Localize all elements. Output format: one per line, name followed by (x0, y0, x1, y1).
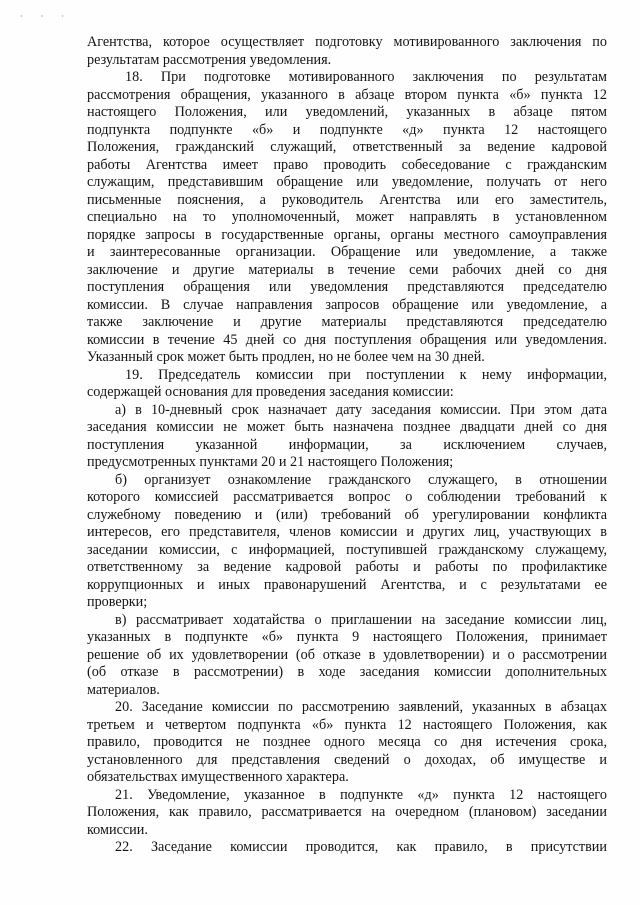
text-line: настоящего Положения, или уведомлений, указанных в абзаце пятом (87, 104, 607, 120)
text-line: содержащей основания для проведения заседания комиссии: (87, 384, 454, 400)
text-line: ответственному за ведение кадровой работы и работы по профилактике (87, 559, 607, 575)
paragraph-19-start: 19. Председатель комиссии при поступлении к нему информации, (125, 366, 607, 383)
scan-specks: · · · (20, 12, 72, 21)
text-line: также заключение и другие материалы представляются председателю (87, 314, 607, 330)
text-line: предусмотренных пунктами 20 и 21 настоящего Положения; (87, 454, 454, 470)
text-line: служащим, представившим обращение или уведомление, получать от него (87, 174, 607, 190)
subitem-a-start: а) в 10-дневный срок назначает дату заседания комиссии. При этом дата (115, 401, 607, 418)
text-line: работы Агентства имеет право проводить собеседование с гражданским (87, 156, 607, 173)
paragraph-22-start: 22. Заседание комиссии проводится, как правило, в присутствии (115, 839, 607, 855)
paragraph-20-start: 20. Заседание комиссии по рассмотрению заявлений, указанных в абзацах (115, 699, 607, 715)
text-line: подпункта подпункте «б» и подпункте «д» пункта 12 настоящего (87, 121, 607, 138)
text-line: которого комиссией рассматривается вопрос о соблюдении требований к (87, 489, 607, 505)
text-line: материалов. (87, 681, 160, 698)
text-line: установленного для представления сведений о доходах, об имуществе и (87, 751, 607, 768)
text-line: письменные пояснения, а руководитель Агентства или его заместитель, (87, 191, 607, 208)
text-line: комиссии. В случае направления запросов обращение или уведомление, а (87, 296, 607, 313)
text-line: проверки; (87, 594, 148, 610)
text-line: обязательствах имущественного характера. (87, 769, 349, 785)
document-body (87, 34, 607, 857)
text-line: указанных в подпункте «б» пункта 9 настоящего Положения, принимает (87, 629, 607, 645)
text-line: Указанный срок может быть продлен, но не более чем на 30 дней. (87, 349, 485, 365)
text-line: (об отказе в рассмотрении) в ходе заседания комиссии дополнительных (87, 664, 607, 680)
text-line: заседании комиссии, с информацией, поступившей гражданскому служащему, (87, 541, 607, 558)
text-line: служебному поведению и (или) требований об урегулировании конфликта (87, 506, 607, 523)
text-line: Положения, гражданский служащий, ответственный за ведение кадровой (87, 139, 607, 155)
subitem-c-start: в) рассматривает ходатайства о приглашении на заседание комиссии лиц, (115, 611, 607, 628)
paragraph-18-start: 18. При подготовке мотивированного заключения по результатам (125, 69, 607, 85)
text-line: поступления обращения или уведомления представляются председателю (87, 279, 607, 295)
text-line: поступления указанной информации, за исключением случаев, (87, 436, 607, 453)
text-line: Агентства, которое осуществляет подготовку мотивированного заключения по (87, 34, 607, 50)
text-line: результатам рассмотрения уведомления. (87, 51, 332, 68)
text-line: порядке запросы в государственные органы, органы местного самоуправления (87, 226, 607, 243)
paragraph-21-start: 21. Уведомление, указанное в подпункте «д» пункта 12 настоящего (115, 786, 607, 803)
text-line: специально на то уполномоченный, может направлять в установленном (87, 209, 607, 225)
text-line: Положения, как правило, рассматривается на очередном (плановом) заседании (87, 804, 607, 820)
text-line: комиссии. (87, 821, 148, 838)
text-line: третьем и четвертом подпункта «б» пункта 12 настоящего Положения, как (87, 716, 607, 733)
text-line: правило, проводится не позднее одного месяца со дня истечения срока, (87, 734, 607, 750)
text-line: решение об их удовлетворении (об отказе в удовлетворении) и о рассмотрении (87, 646, 607, 663)
text-line: и заинтересованные организации. Обращение или уведомление, а также (87, 244, 607, 260)
text-line: комиссии в течение 45 дней со дня поступления обращения или уведомления. (87, 331, 607, 348)
text-line: интересов, его представителя, членов комиссии и других лиц, участвующих в (87, 524, 607, 540)
text-line: заключение и другие материалы в течение семи рабочих дней со дня (87, 261, 607, 278)
text-line: коррупционных и иных правонарушений Агентства, и с результатами ее (87, 576, 607, 593)
subitem-b-start: б) организует ознакомление гражданского служащего, в отношении (115, 471, 607, 488)
text-line: рассмотрения обращения, указанного в абзаце втором пункта «б» пункта 12 (87, 86, 607, 103)
text-line: заседания комиссии не может быть назначена позднее двадцати дней со дня (87, 419, 607, 435)
